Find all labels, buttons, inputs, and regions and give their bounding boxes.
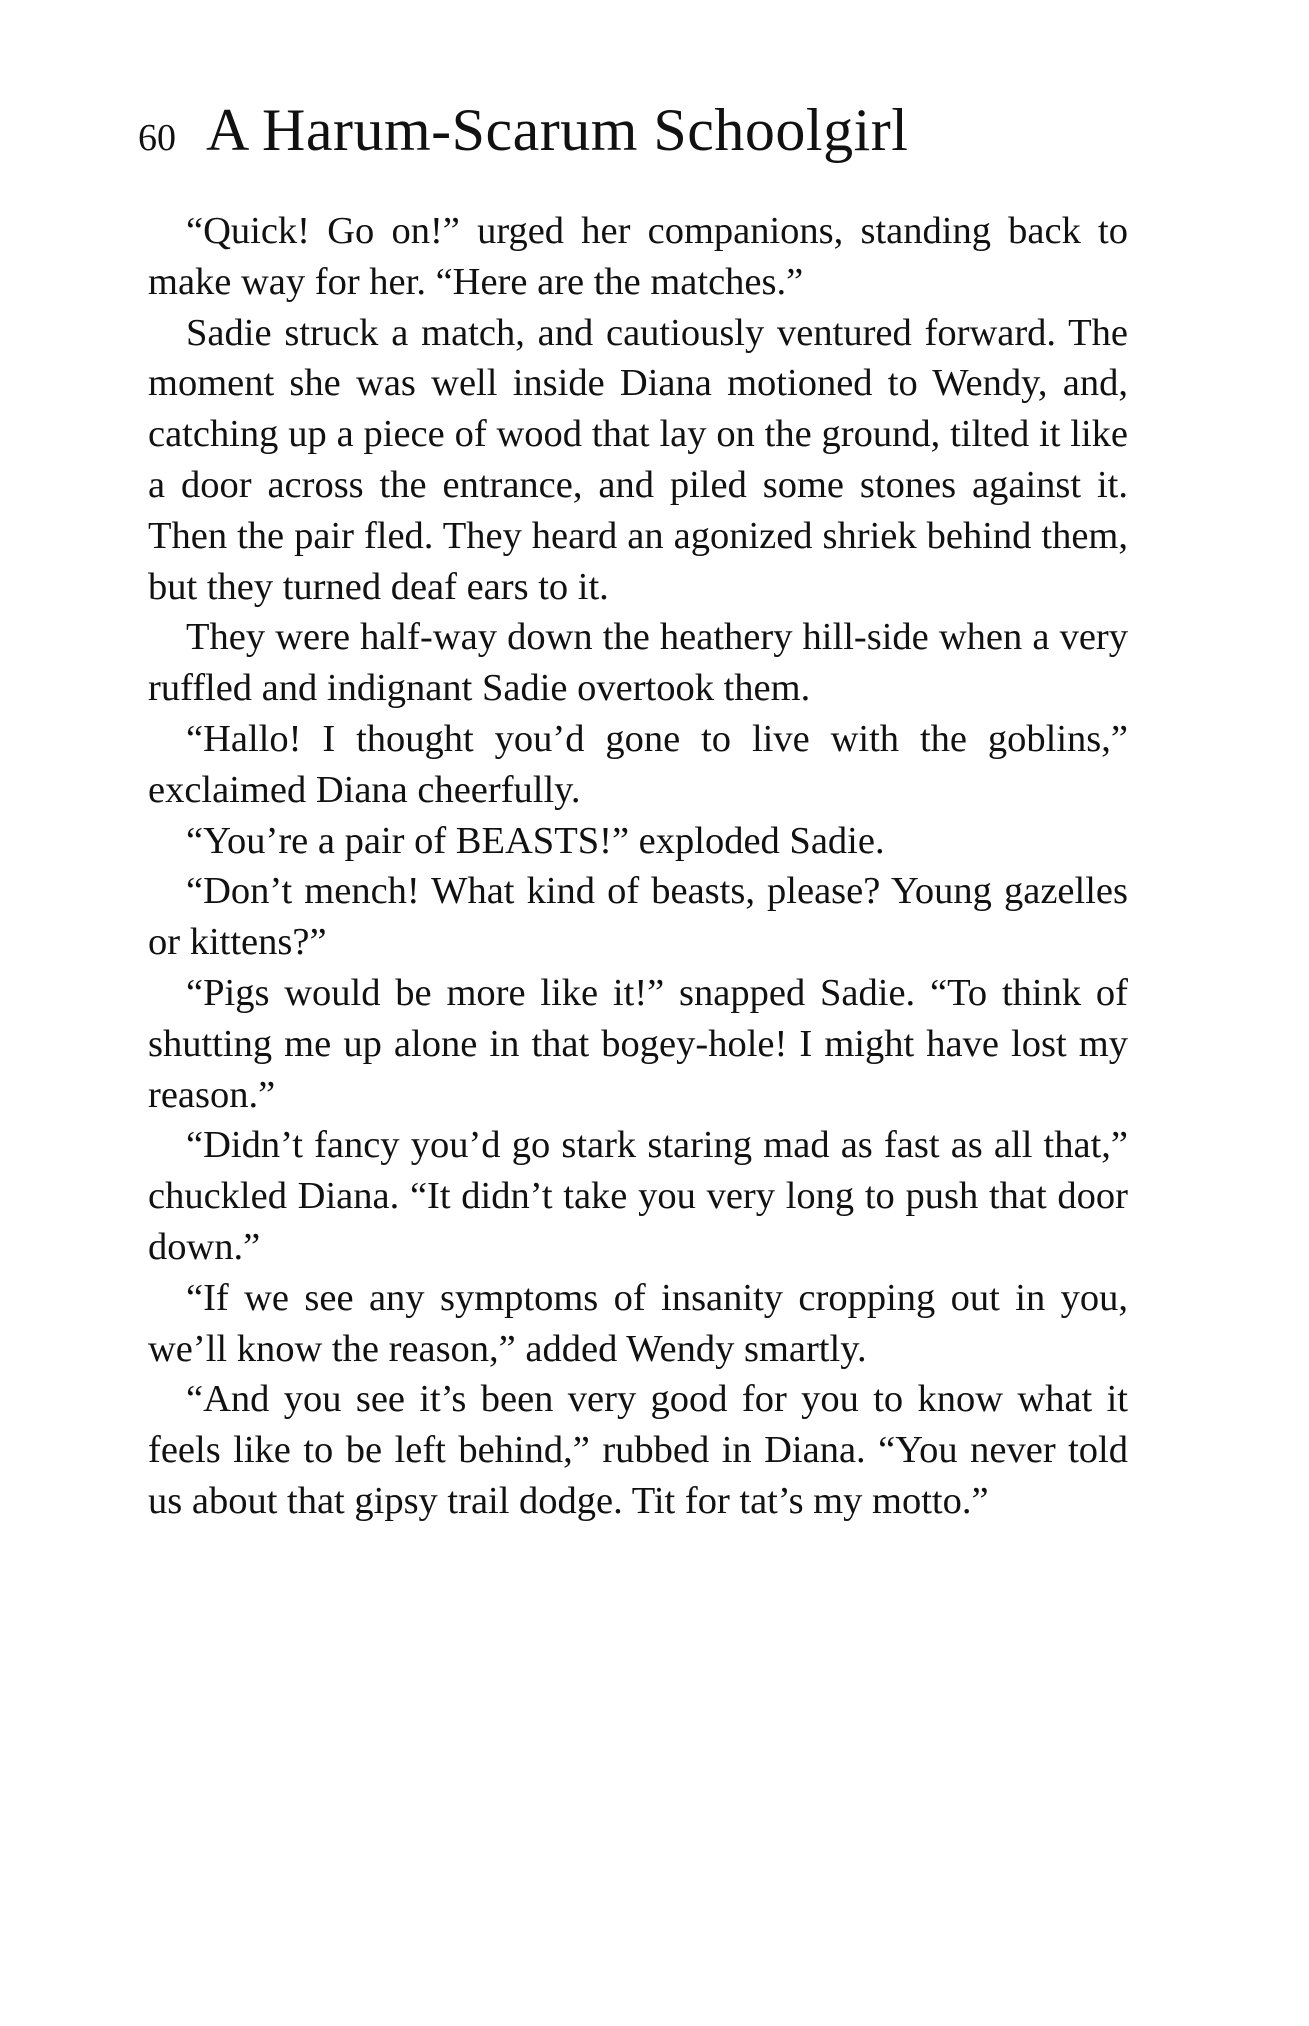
running-title: A Harum-Scarum Schoolgirl bbox=[206, 97, 909, 163]
page-number: 60 bbox=[138, 117, 176, 159]
paragraph: “Hallo! I thought you’d gone to live with the goblins,” exclaimed Diana cheerfully. bbox=[148, 717, 1128, 811]
paragraph: Sadie struck a match, and cautiously ventured forward. The moment she was well inside Diana motioned to Wendy, and, catching up a piece of wood that lay on the ground, tilted it like a door across the entrance, and piled some stones against it. Then the pair fled. They heard an agonized shriek behind them, but they turned deaf ears to it. bbox=[148, 311, 1128, 608]
paragraph: “Pigs would be more like it!” snapped Sadie. “To think of shutting me up alone in that bogey-hole! I might have lost my reason.” bbox=[148, 971, 1128, 1116]
body-text bbox=[148, 206, 1128, 1527]
paragraph: “If we see any symptoms of insanity cropping out in you, we’ll know the reason,” added Wendy smartly. bbox=[148, 1276, 1128, 1370]
paragraph: “Quick! Go on!” urged her companions, standing back to make way for her. “Here are the matches.” bbox=[148, 210, 1128, 303]
running-header bbox=[138, 96, 1138, 176]
paragraph: “You’re a pair of BEASTS!” exploded Sadie. bbox=[186, 819, 885, 862]
paragraph: “Didn’t fancy you’d go stark staring mad as fast as all that,” chuckled Diana. “It didn’t take you very long to push that door down.” bbox=[148, 1124, 1128, 1268]
paragraph: They were half-way down the heathery hill-side when a very ruffled and indignant Sadie overtook them. bbox=[148, 616, 1128, 710]
paragraph: “Don’t mench! What kind of beasts, please? Young gazelles or kittens?” bbox=[148, 870, 1128, 964]
paragraph: “And you see it’s been very good for you to know what it feels like to be left behind,” rubbed in Diana. “You never told us about that gipsy trail dodge. Tit for tat’s my motto.” bbox=[148, 1378, 1128, 1522]
